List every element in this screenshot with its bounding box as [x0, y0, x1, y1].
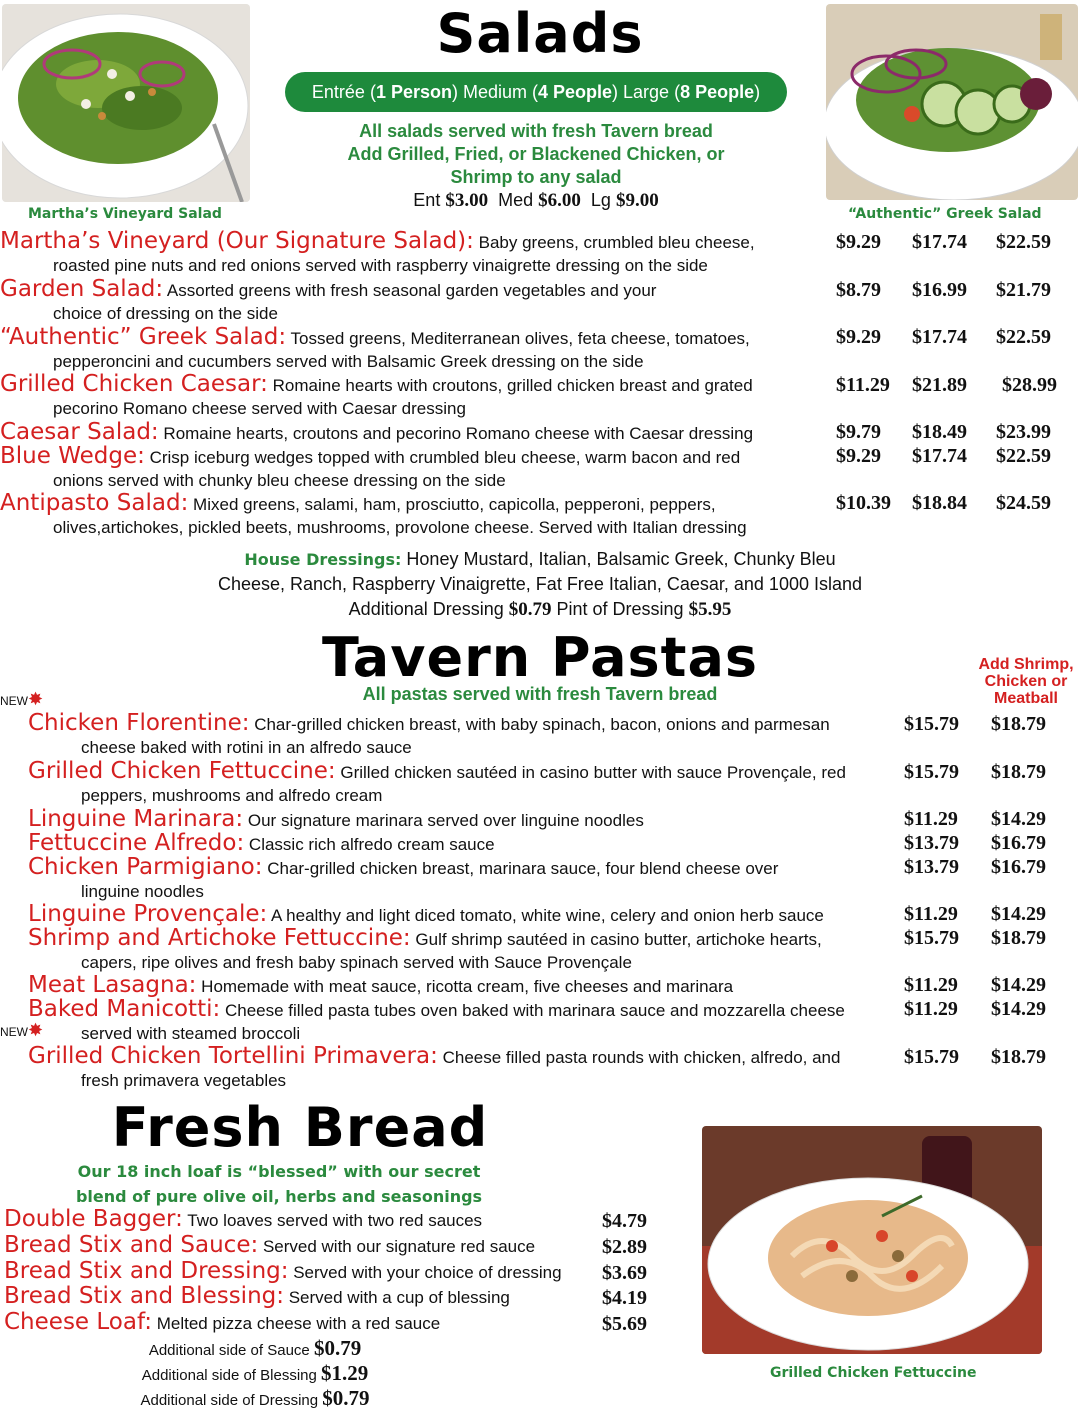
addon-lg-label: Lg: [590, 190, 611, 210]
pasta-add-price: $18.79: [991, 1046, 1046, 1068]
salad-item-name: Caesar Salad:: [0, 419, 159, 445]
size-entree-count: 1 Person: [375, 82, 452, 102]
pasta-item: [28, 808, 908, 832]
salad-item-desc: Assorted greens with fresh seasonal garden vegetables and your: [163, 281, 657, 300]
salad-price-entree: $9.29: [836, 445, 881, 467]
size-large-label: ) Large (: [612, 82, 681, 102]
additional-dressing-label: Additional Dressing: [348, 599, 509, 619]
salad-price-large: $21.79: [996, 279, 1051, 301]
salad-item-desc-cont: pecorino Romano cheese served with Caesar dressing: [53, 399, 466, 418]
bread-price: $4.79: [602, 1210, 647, 1232]
bread-item: [4, 1311, 604, 1335]
addon-lg-price: $9.00: [615, 190, 659, 211]
pasta-price: $13.79: [904, 856, 959, 878]
greek-salad-photo-caption: “Authentic” Greek Salad: [848, 206, 1042, 222]
salad-price-large: $28.99: [1002, 374, 1057, 396]
bread-item: [4, 1285, 604, 1309]
pasta-item-desc: Classic rich alfredo cream sauce: [244, 835, 495, 854]
pasta-item-name: Linguine Provençale:: [28, 901, 268, 927]
pasta-item-desc-cont: capers, ripe olives and fresh baby spinach served with Sauce Provençale: [81, 953, 632, 972]
pasta-item-name: Chicken Parmigiano:: [28, 854, 263, 880]
pasta-price: $13.79: [904, 832, 959, 854]
pasta-price: $15.79: [904, 713, 959, 735]
pasta-item-desc: Grilled chicken sautéed in casino butter with sauce Provençale, red: [335, 763, 846, 782]
salad-price-entree: $9.29: [836, 231, 881, 253]
salad-item-name: Blue Wedge:: [0, 443, 145, 469]
salad-price-medium: $17.74: [912, 326, 967, 348]
salad-item-desc: Tossed greens, Mediterranean olives, feta cheese, tomatoes,: [286, 329, 750, 348]
addon-med-price: $6.00: [538, 190, 581, 211]
pasta-item-desc-cont: fresh primavera vegetables: [81, 1071, 287, 1090]
size-large-count: 8 People: [680, 82, 755, 102]
pasta-item-desc: Gulf shrimp sautéed in casino butter, artichoke hearts,: [410, 930, 822, 949]
salad-item-name: Grilled Chicken Caesar:: [0, 371, 268, 397]
house-dressings-list: Honey Mustard, Italian, Balsamic Greek, Chunky Bleu: [401, 549, 836, 569]
star-icon: ✸: [28, 689, 44, 709]
salad-price-medium: $18.84: [912, 492, 967, 514]
addon-ent-price: $3.00: [445, 190, 489, 211]
pasta-item: [28, 760, 908, 807]
house-dressings-list-cont: Cheese, Ranch, Raspberry Vinaigrette, Fat Free Italian, Caesar, and 1000 Island: [217, 574, 863, 594]
salad-item-name: “Authentic” Greek Salad:: [0, 324, 287, 350]
salad-price-entree: $10.39: [836, 492, 891, 514]
salad-item-desc-cont: onions served with chunky bleu cheese dressing on the side: [53, 471, 506, 490]
side-label: Additional side of Dressing: [140, 1392, 323, 1409]
pasta-item: [28, 1045, 908, 1092]
salad-item-desc: Baby greens, crumbled bleu cheese,: [473, 233, 755, 252]
pint-dressing-price: $5.95: [688, 599, 732, 620]
salad-item-name: Antipasto Salad:: [0, 490, 189, 516]
bread-item-desc: Melted pizza cheese with a red sauce: [151, 1314, 441, 1333]
pasta-item-desc-cont: served with steamed broccoli: [81, 1024, 301, 1043]
star-icon: ✸: [28, 1020, 44, 1040]
bread-item-name: Bread Stix and Blessing:: [4, 1283, 284, 1309]
side-label: Additional side of Sauce: [148, 1342, 314, 1359]
pastas-subtitle: All pastas served with fresh Tavern bread: [362, 684, 718, 704]
pasta-item-name: Fettuccine Alfredo:: [28, 830, 245, 856]
pasta-item-name: Chicken Florentine:: [28, 710, 250, 736]
salad-item-desc-cont: roasted pine nuts and red onions served with raspberry vinaigrette dressing on the side: [53, 256, 708, 275]
salad-price-large: $23.99: [996, 421, 1051, 443]
salad-price-medium: $17.74: [912, 445, 967, 467]
salad-price-large: $22.59: [996, 445, 1051, 467]
pasta-item-name: Shrimp and Artichoke Fettuccine:: [28, 925, 411, 951]
pasta-item-desc-cont: peppers, mushrooms and alfredo cream: [81, 786, 383, 805]
salad-item-desc: Romaine hearts with croutons, grilled chicken breast and grated: [267, 376, 753, 395]
pasta-price: $11.29: [904, 998, 958, 1020]
pasta-item: [28, 927, 908, 974]
grilled-chicken-fettuccine-photo: [702, 1126, 1042, 1354]
salad-note-line: All salads served with fresh Tavern bread: [359, 121, 713, 141]
pastas-title: Tavern Pastas: [321, 626, 759, 689]
salad-price-medium: $16.99: [912, 279, 967, 301]
salad-item-desc: Crisp iceburg wedges topped with crumbled bleu cheese, warm bacon and red: [144, 448, 741, 467]
side-price: $1.29: [321, 1361, 369, 1385]
pasta-item-desc: Homemade with meat sauce, ricotta cream, five cheeses and marinara: [196, 977, 734, 996]
bread-item-desc: Served with a cup of blessing: [284, 1288, 510, 1307]
salad-item-name: Martha’s Vineyard (Our Signature Salad):: [0, 228, 474, 254]
pasta-item-name: Baked Manicotti:: [28, 996, 221, 1022]
bread-title: Fresh Bread: [111, 1096, 489, 1159]
salad-price-entree: $8.79: [836, 279, 881, 301]
bread-item-name: Bread Stix and Sauce:: [4, 1232, 259, 1258]
salad-size-pill: [285, 72, 787, 112]
pasta-price: $11.29: [904, 808, 958, 830]
pasta-item-desc-cont: linguine noodles: [81, 882, 204, 901]
salad-price-medium: $21.89: [912, 374, 967, 396]
pasta-item: [28, 856, 908, 903]
pasta-item-desc: Our signature marinara served over linguine noodles: [243, 811, 644, 830]
addon-ent-label: Ent: [413, 190, 441, 210]
salad-note-line: Shrimp to any salad: [450, 167, 622, 187]
pasta-item-name: Grilled Chicken Fettuccine:: [28, 758, 336, 784]
bread-price: $4.19: [602, 1287, 647, 1309]
salad-item-desc: Romaine hearts, croutons and pecorino Romano cheese with Caesar dressing: [158, 424, 754, 443]
marthas-vineyard-photo-caption: Martha’s Vineyard Salad: [28, 206, 222, 222]
pasta-add-price: $14.29: [991, 974, 1046, 996]
pasta-price: $11.29: [904, 974, 958, 996]
pasta-item-name: Meat Lasagna:: [28, 972, 197, 998]
bread-note: [0, 1159, 558, 1209]
bread-price: $5.69: [602, 1313, 647, 1335]
add-protein-line: Add Shrimp,: [978, 656, 1074, 673]
addon-med-label: Med: [498, 190, 534, 210]
pasta-item: [28, 974, 908, 998]
pasta-item-desc: A healthy and light diced tomato, white wine, celery and onion herb sauce: [267, 906, 824, 925]
pasta-item: [28, 998, 908, 1045]
salad-price-entree: $11.29: [836, 374, 890, 396]
side-label: Additional side of Blessing: [141, 1367, 322, 1384]
pasta-add-price: $18.79: [991, 927, 1046, 949]
pasta-item-name: Grilled Chicken Tortellini Primavera:: [28, 1043, 438, 1069]
new-badge-label: NEW: [0, 694, 28, 708]
bread-item-name: Cheese Loaf:: [4, 1309, 152, 1335]
add-protein-line: Chicken or: [984, 673, 1068, 690]
bread-price: $2.89: [602, 1236, 647, 1258]
salad-price-entree: $9.79: [836, 421, 881, 443]
house-dressings-label: House Dressings:: [244, 550, 402, 569]
pasta-item: [28, 712, 908, 759]
salad-item-name: Garden Salad:: [0, 276, 164, 302]
new-badge: [0, 689, 43, 710]
add-protein-note: [966, 656, 1080, 707]
pasta-item: [28, 832, 908, 856]
pasta-item-desc-cont: cheese baked with rotini in an alfredo sauce: [81, 738, 412, 757]
salad-item-desc-cont: choice of dressing on the side: [53, 304, 278, 323]
pasta-price: $15.79: [904, 761, 959, 783]
pasta-add-price: $18.79: [991, 713, 1046, 735]
bread-item-desc: Served with your choice of dressing: [288, 1263, 562, 1282]
salad-price-large: $22.59: [996, 231, 1051, 253]
pasta-price: $11.29: [904, 903, 958, 925]
pasta-add-price: $18.79: [991, 761, 1046, 783]
bread-item-desc: Two loaves served with two red sauces: [182, 1211, 483, 1230]
house-dressings: [0, 547, 1080, 622]
bread-price: $3.69: [602, 1262, 647, 1284]
side-price: $0.79: [322, 1386, 370, 1410]
pasta-add-price: $14.29: [991, 808, 1046, 830]
salad-price-medium: $17.74: [912, 231, 967, 253]
salad-item-desc: Mixed greens, salami, ham, prosciutto, capicolla, pepperoni, peppers,: [188, 495, 716, 514]
pasta-item-desc: Cheese filled pasta rounds with chicken, alfredo, and: [437, 1048, 841, 1067]
size-medium-count: 4 People: [538, 82, 613, 102]
bread-item-name: Double Bagger:: [4, 1206, 183, 1232]
bread-note-line: blend of pure olive oil, herbs and seasonings: [75, 1187, 483, 1206]
size-close: ): [754, 82, 761, 102]
salad-item-desc-cont: olives,artichokes, pickled beets, mushrooms, provolone cheese. Served with Italian dressing: [53, 518, 747, 537]
salad-note-line: Add Grilled, Fried, or Blackened Chicken, or: [347, 144, 725, 164]
bread-item: [4, 1234, 604, 1258]
bread-sides: [60, 1337, 450, 1412]
pasta-add-price: $16.79: [991, 856, 1046, 878]
fettuccine-photo-caption: Grilled Chicken Fettuccine: [770, 1365, 977, 1381]
salad-price-large: $24.59: [996, 492, 1051, 514]
pasta-item-desc: Char-grilled chicken breast, marinara sauce, four blend cheese over: [262, 859, 779, 878]
add-protein-line: Meatball: [993, 690, 1058, 707]
pasta-add-price: $14.29: [991, 998, 1046, 1020]
pasta-price: $15.79: [904, 1046, 959, 1068]
pasta-add-price: $14.29: [991, 903, 1046, 925]
pasta-item: [28, 903, 908, 927]
salad-price-medium: $18.49: [912, 421, 967, 443]
salad-item-desc-cont: pepperoncini and cucumbers served with Balsamic Greek dressing on the side: [53, 352, 644, 371]
bread-item-name: Bread Stix and Dressing:: [4, 1258, 289, 1284]
bread-item: [4, 1260, 604, 1284]
salad-addon-prices: [285, 190, 787, 212]
salad-price-large: $22.59: [996, 326, 1051, 348]
pasta-add-price: $16.79: [991, 832, 1046, 854]
pint-dressing-label: Pint of Dressing: [551, 599, 689, 619]
salad-price-entree: $9.29: [836, 326, 881, 348]
bread-note-line: Our 18 inch loaf is “blessed” with our secret: [77, 1162, 481, 1181]
pasta-price: $15.79: [904, 927, 959, 949]
salads-title: Salads: [436, 2, 644, 65]
side-price: $0.79: [313, 1336, 362, 1360]
additional-dressing-price: $0.79: [508, 599, 552, 620]
bread-item: [4, 1208, 604, 1232]
salad-notes: [285, 120, 787, 189]
size-medium-label: ) Medium (: [451, 82, 538, 102]
new-badge-label: NEW: [0, 1025, 28, 1039]
bread-item-desc: Served with our signature red sauce: [258, 1237, 536, 1256]
pasta-item-desc: Cheese filled pasta tubes oven baked with marinara sauce and mozzarella cheese: [220, 1001, 845, 1020]
pasta-item-desc: Char-grilled chicken breast, with baby spinach, bacon, onions and parmesan: [249, 715, 830, 734]
pasta-item-name: Linguine Marinara:: [28, 806, 244, 832]
size-entree-label: Entrée (: [311, 82, 376, 102]
